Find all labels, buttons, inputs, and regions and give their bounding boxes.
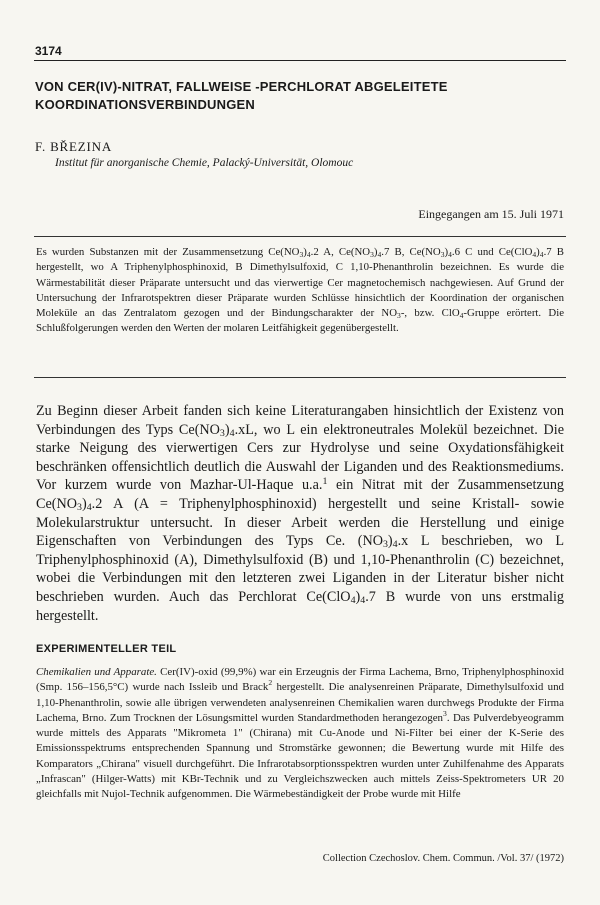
paragraph-lead: Chemikalien und Apparate. bbox=[36, 666, 157, 678]
intro-paragraph: Zu Beginn dieser Arbeit fanden sich keine Literaturangaben hinsichtlich der Existenz von Verbindungen des Typs $Ce(NO_3)_4.xL$, wo L ein elektroneutrales Molekül bezeichnet. Die starke Neigung des vierwertigen Cers zur Hydrolyse und seine Oxydationsfähigkeit beschränken offensichtlich deutlich die Auswahl der Liganden und des Reaktionsmediums. Vor kurzem wurde von Mazhar-Ul-Haque u.a.$^1$ ein Nitrat mit der Zusammensetzung $Ce(NO_3)_4.2$ A (A = Triphenylphosphinoxid) hergestellt und seine Kristall- sowie Molekularstruktur untersucht. In dieser Arbeit werden die Herstellung und einige Eigenschaften von Verbindungen des Typs Ce. $(NO_3)_4.x$ L beschrieben, wo L Triphenylphosphinoxid (A), Dimethylsulfoxid (B) und 1,10-Phenanthrolin (C) bezeichnet, wobei die Verbindungen mit den letzteren zwei Liganden in der Literatur bisher nicht beschrieben wurden. Auch das Perchlorat $Ce(ClO_4)_4.7$ B wurde von uns erstmalig hergestellt. bbox=[36, 403, 565, 624]
abstract-top-rule bbox=[34, 236, 566, 237]
page-number: 3174 bbox=[35, 44, 62, 58]
received-date: Eingegangen am 15. Juli 1971 bbox=[418, 207, 564, 221]
abstract-bottom-rule bbox=[34, 377, 566, 378]
affiliation: Institut für anorganische Chemie, Palacký-Universität, Olomouc bbox=[55, 157, 354, 169]
abstract-text: Es wurden Substanzen mit der Zusammensetzung $Ce(NO_3)_4.2$ A, $Ce(NO_3)_4.7$ B, $Ce(NO_3)_4.6$ C und $Ce(ClO_4)_4.7$ B hergestellt, wo A Triphenylphosphinoxid, B Dimethylsulfoxid, C 1,10-Phenanthrolin bezeichnen. Es wurde die Wärmestabilität dieser Präparate untersucht und das vierwertige Cer magnetochemisch nachgewiesen. Auf Grund der Untersuchung der Infrarotspektren dieser Präparate wurden Schlüsse hinsichtlich der Koordination der organischen Moleküle an das Zentralatom gezogen und der Bindungscharakter der $NO_3-$, bzw. ClO$_4$-Gruppe erörtert. Die Schlußfolgerungen werden den Werten der molaren Leitfähigkeit gegenübergestellt. bbox=[36, 246, 564, 335]
introduction bbox=[36, 402, 564, 625]
experimental-section bbox=[36, 665, 564, 803]
experimental-paragraph: Chemikalien und Apparate. Cer(IV)-oxid (99,9%) war ein Erzeugnis der Firma Lachema, Brno, Triphenylphosphinoxid (Smp. 156–156,5°C) wurde nach Issleib und Brack$^2$ hergestellt. Die analysenreinen Präparate, Dimethylsulfoxid und 1,10-Phenanthrolin, sowie alle übrigen verwendeten analysenreinen Chemikalien waren durchwegs Produkte der Firma Lachema, Brno. Zum Trocknen der Lösungsmittel wurden Standardmethoden herangezogen$^3$. Das Pulverdebyeogramm wurde mittels des Apparats "Mikrometa 1" (Chirana) mit Cu-Anode und Ni-Filter bei einer der K-Serie des Emissionsspektrums entsprechenden Spannung und Stromstärke gewonnen; die Bewertung wurde mit Hilfe des Komparators „Chirana" visuell durchgeführt. Die Infrarotabsorptionsspektren wurden unter Zuhilfenahme des Apparats „Infrascan" (Hilger-Watts) mit KBr-Technik und zu Vergleichszwecken auch mittels Zeiss-Spektrometers UR 20 gleichfalls mit Nujol-Technik aufgenommen. Die Wärmebeständigkeit der Probe wurde mit Hilfe bbox=[36, 666, 565, 801]
journal-citation: Collection Czechoslov. Chem. Commun. /Vol. 37/ (1972) bbox=[322, 853, 564, 864]
article-title: VON CER(IV)-NITRAT, FALLWEISE -PERCHLORAT ABGELEITETE KOORDINATIONSVERBINDUNGEN bbox=[35, 79, 448, 112]
author: F. BŘEZINA bbox=[35, 139, 113, 154]
section-heading: EXPERIMENTELLER TEIL bbox=[36, 643, 177, 655]
header-rule bbox=[34, 60, 566, 61]
abstract bbox=[36, 245, 564, 337]
